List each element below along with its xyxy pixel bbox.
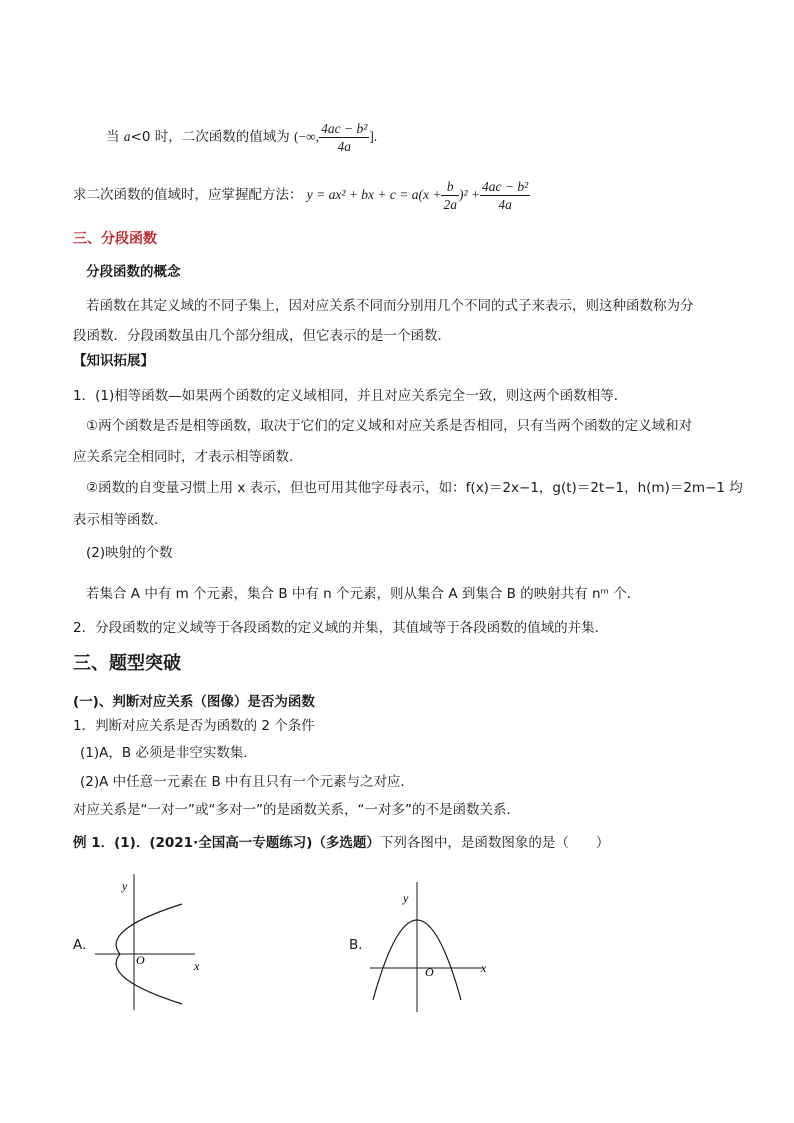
range-pre: 当 [106, 129, 124, 145]
example-head: 例 1．(1)．(2021·全国高一专题练习)（多选题） [73, 835, 380, 851]
frac1-num: b [441, 178, 459, 196]
interval-open: (−∞, [294, 129, 320, 144]
graph-b-y-label: y [403, 891, 409, 905]
formula-frac-c [480, 178, 530, 213]
concept-title: 分段函数的概念 [86, 264, 181, 280]
range-frac-den: 4a [337, 138, 351, 154]
function-relation-note: 对应关系是“一对一”或“多对一”的是函数关系，“一对多”的不是函数关系． [73, 802, 520, 818]
graph-a [90, 872, 220, 1012]
example-1 [73, 833, 609, 853]
frac1-den: 2a [443, 196, 457, 212]
condition-2: (2)A 中任意一元素在 B 中有且只有一个元素与之对应． [80, 774, 414, 790]
frac2-num: 4ac − b² [482, 178, 529, 194]
graph-a-x-label: x [194, 959, 200, 973]
section-types-heading: 三、题型突破 [73, 653, 181, 674]
section-piecewise-heading: 三、分段函数 [73, 231, 157, 247]
knowledge-item-1: 1．(1)相等函数—如果两个函数的定义域相同，并且对应关系完全一致，则这两个函数相等． [73, 388, 628, 404]
graph-a-origin-label: O [136, 953, 145, 967]
conditions-title: 1．判断对应关系是否为函数的 2 个条件 [73, 718, 315, 734]
mapping-count-text: 若集合 A 中有 m 个元素，集合 B 中有 n 个元素，则从集合 A 到集合 B 的映射共有 nᵐ 个． [86, 586, 641, 602]
range-line [106, 117, 377, 157]
range-fraction [319, 120, 369, 155]
knowledge-item-1a-line2: 应关系完全相同时，才表示相等函数． [73, 449, 303, 465]
subsection-title: (一)、判断对应关系（图像）是否为函数 [73, 694, 315, 710]
concept-paragraph-2: 段函数．分段函数虽由几个部分组成，但它表示的是一个函数． [73, 328, 451, 344]
mapping-count-title: (2)映射的个数 [86, 545, 173, 561]
knowledge-item-1b-line1: ②函数的自变量习惯上用 x 表示，但也可用其他字母表示，如：f(x)＝2x−1，g(t)＝2t−1，h(m)＝2m−1 均 [86, 480, 743, 496]
knowledge-item-2: 2．分段函数的定义域等于各段函数的定义域的并集，其值域等于各段函数的值域的并集． [73, 620, 609, 636]
graph-b-label: B． [349, 937, 372, 953]
knowledge-tag: 【知识拓展】 [73, 353, 154, 369]
range-post: <0 时，二次函数的值域为 [130, 129, 290, 145]
formula-mid: )² + [458, 187, 481, 202]
condition-1: (1)A，B 必须是非空实数集． [80, 745, 257, 761]
graph-a-label: A． [73, 937, 96, 953]
range-var: a [123, 129, 131, 144]
graph-b [365, 880, 500, 1015]
range-frac-num: 4ac − b² [321, 120, 368, 136]
knowledge-item-1b-line2: 表示相等函数． [73, 512, 168, 528]
graph-b-origin-label: O [425, 965, 434, 979]
knowledge-item-1a-line1: ①两个函数是否是相等函数，取决于它们的定义域和对应关系是否相同，只有当两个函数的定义域和对 [86, 418, 693, 434]
example-question: 下列各图中，是函数图象的是（ ） [379, 835, 610, 851]
frac2-den: 4a [498, 196, 512, 212]
formula-frac-b [441, 178, 459, 213]
graph-a-y-label: y [122, 879, 128, 893]
graph-b-x-label: x [481, 961, 487, 975]
method-text: 求二次函数的值域时，应掌握配方法： [73, 187, 303, 203]
interval-close: ]. [369, 129, 378, 144]
concept-paragraph-1: 若函数在其定义域的不同子集上，因对应关系不同而分别用几个不同的式子来表示，则这种函数称为分 [86, 298, 694, 314]
method-line [73, 175, 530, 215]
formula-left: y = ax² + bx + c = a(x + [306, 187, 442, 202]
